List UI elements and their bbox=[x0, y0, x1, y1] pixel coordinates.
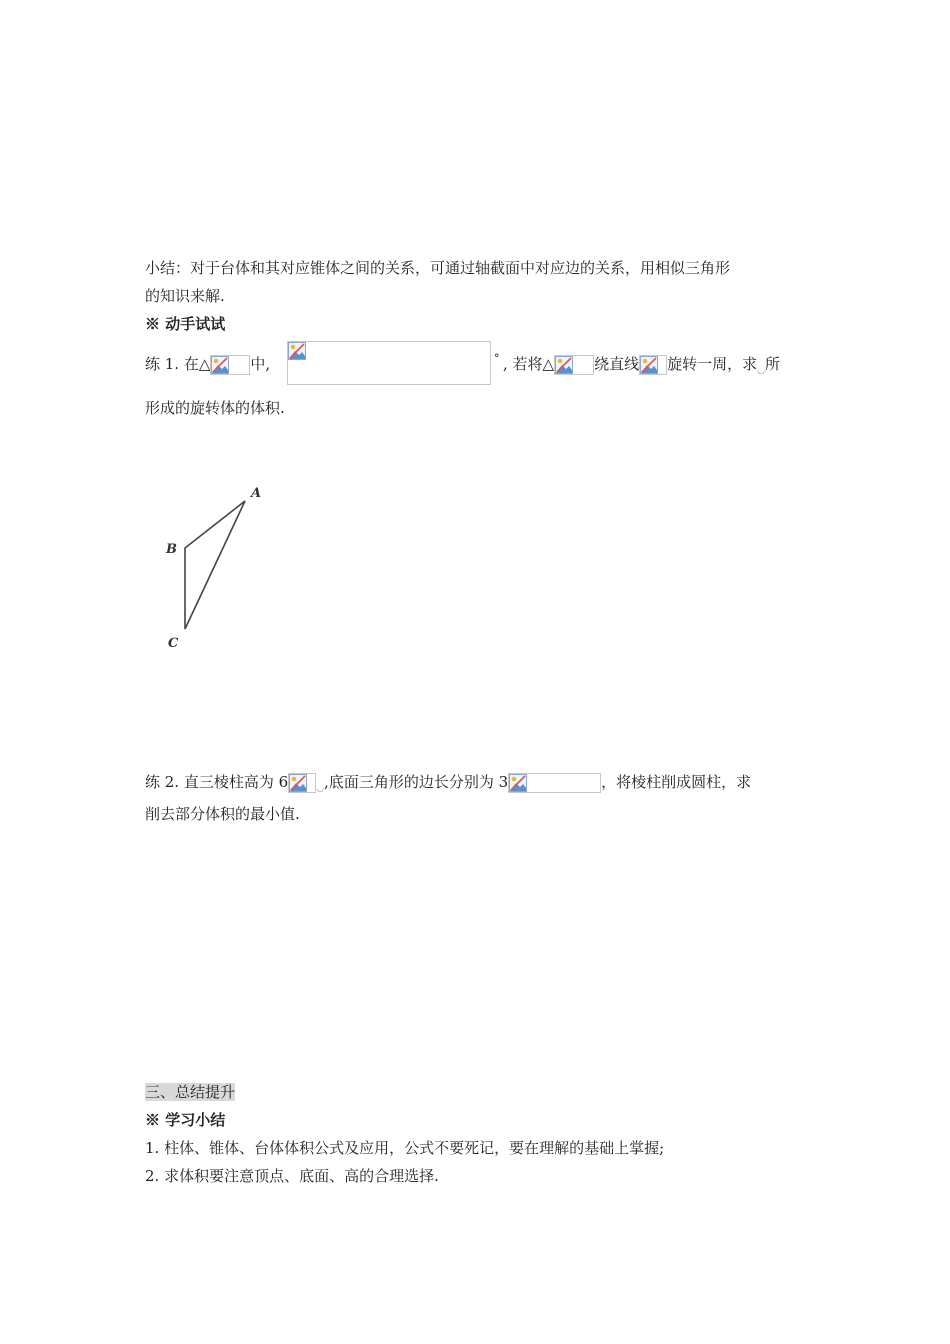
image-placeholder bbox=[508, 773, 601, 793]
section-subtitle: ※ 学习小结 bbox=[145, 1111, 226, 1129]
ex1-mid5: 所 bbox=[764, 355, 780, 373]
ex1-mid2: , 若将△ bbox=[503, 355, 555, 373]
ex2-mid2: 底面三角形的边长分别为 3 bbox=[328, 773, 509, 791]
summary-item-1: 1. 柱体、锥体、台体体积公式及应用，公式不要死记，要在理解的基础上掌握; bbox=[145, 1139, 665, 1157]
vertex-label-a: A bbox=[251, 486, 262, 501]
ex2-mid1: , bbox=[324, 773, 329, 791]
broken-image-icon bbox=[289, 774, 307, 792]
summary-line-1: 小结：对于台体和其对应锥体之间的关系，可通过轴截面中对应边的关系，用相似三角形 bbox=[145, 259, 731, 277]
ex2-prefix: 练 2. 直三棱柱高为 6 bbox=[145, 773, 289, 791]
image-placeholder bbox=[639, 355, 667, 375]
section-title: 三、总结提升 bbox=[145, 1083, 236, 1101]
exercise-1-line-1-tail bbox=[503, 354, 780, 381]
ex1-mid4: 旋转一周，求 bbox=[667, 355, 758, 373]
vertex-label-b: B bbox=[166, 542, 177, 557]
practice-header: ※ 动手试试 bbox=[145, 315, 226, 333]
ex1-mid1: 中, bbox=[250, 355, 271, 373]
exercise-2-line-2: 削去部分体积的最小值. bbox=[145, 805, 300, 823]
broken-image-icon bbox=[555, 356, 573, 374]
image-placeholder-large bbox=[287, 341, 491, 385]
small-mark-icon: ◡ bbox=[316, 784, 325, 794]
broken-image-icon bbox=[288, 342, 306, 360]
image-placeholder bbox=[288, 773, 316, 793]
broken-image-icon bbox=[640, 356, 658, 374]
small-mark-icon: ◡ bbox=[757, 366, 765, 376]
ex1-mid3: 绕直线 bbox=[594, 355, 640, 373]
ex2-mid3: ，将棱柱削成圆柱，求 bbox=[601, 773, 752, 791]
image-placeholder bbox=[210, 355, 250, 375]
exercise-1-line-2: 形成的旋转体的体积. bbox=[145, 399, 285, 417]
exercise-2-line-1 bbox=[145, 772, 751, 799]
summary-line-2: 的知识来解. bbox=[145, 287, 225, 305]
triangle-abc bbox=[185, 501, 245, 629]
exercise-1-line-1 bbox=[145, 354, 270, 375]
ex1-prefix: 练 1. 在△ bbox=[145, 355, 211, 373]
broken-image-icon bbox=[211, 356, 229, 374]
image-placeholder bbox=[554, 355, 594, 375]
degree-symbol: ° bbox=[494, 352, 500, 365]
broken-image-icon bbox=[509, 774, 527, 792]
summary-item-2: 2. 求体积要注意顶点、底面、高的合理选择. bbox=[145, 1167, 439, 1185]
vertex-label-c: C bbox=[168, 636, 179, 651]
triangle-figure bbox=[150, 475, 280, 660]
